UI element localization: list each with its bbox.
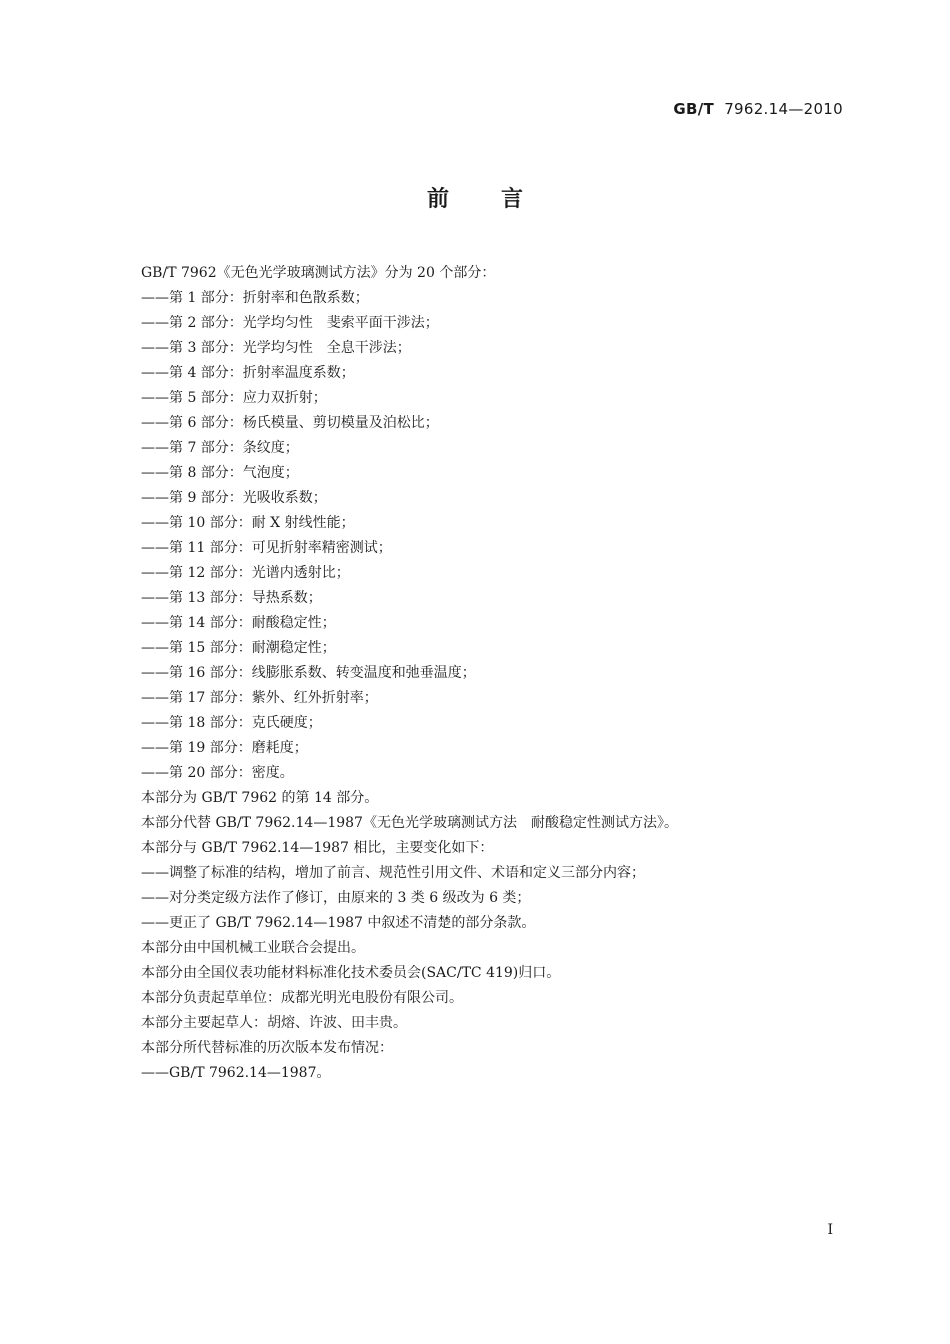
text-line: 本部分由中国机械工业联合会提出。 — [141, 940, 365, 956]
text-line: ——第 1 部分：折射率和色散系数； — [141, 290, 369, 306]
text-line: ——第 16 部分：线膨胀系数、转变温度和弛垂温度； — [141, 665, 476, 681]
text-line: ——第 12 部分：光谱内透射比； — [141, 565, 350, 581]
text-line: ——第 2 部分：光学均匀性 斐索平面干涉法； — [141, 315, 439, 331]
text-line: ——第 15 部分：耐潮稳定性； — [141, 640, 336, 656]
text-line: 本部分所代替标准的历次版本发布情况： — [141, 1040, 393, 1056]
text-line: GB/T 7962《无色光学玻璃测试方法》分为 20 个部分： — [141, 265, 496, 281]
text-line: ——对分类定级方法作了修订，由原来的 3 类 6 级改为 6 类； — [141, 890, 531, 906]
text-line: ——第 14 部分：耐酸稳定性； — [141, 615, 336, 631]
text-line: ——第 19 部分：磨耗度； — [141, 740, 308, 756]
text-line: ——第 7 部分：条纹度； — [141, 440, 299, 456]
text-line: ——第 6 部分：杨氏模量、剪切模量及泊松比； — [141, 415, 439, 431]
text-line: ——第 10 部分：耐 X 射线性能； — [141, 515, 355, 531]
text-line: 本部分主要起草人：胡熔、许波、田丰贵。 — [141, 1015, 407, 1031]
text-line: ——第 8 部分：气泡度； — [141, 465, 299, 481]
text-line: 本部分与 GB/T 7962.14—1987 相比，主要变化如下： — [141, 840, 494, 856]
text-line: 本部分负责起草单位：成都光明光电股份有限公司。 — [141, 990, 463, 1006]
text-line: ——第 18 部分：克氏硬度； — [141, 715, 322, 731]
standard-code — [673, 100, 843, 118]
text-line: 本部分由全国仪表功能材料标准化技术委员会(SAC/TC 419)归口。 — [141, 965, 561, 981]
text-line: ——调整了标准的结构，增加了前言、规范性引用文件、术语和定义三部分内容； — [141, 865, 645, 881]
text-line: ——第 5 部分：应力双折射； — [141, 390, 327, 406]
text-line: ——第 3 部分：光学均匀性 全息干涉法； — [141, 340, 411, 356]
text-line: ——第 13 部分：导热系数； — [141, 590, 322, 606]
standard-code-number: 7962.14—2010 — [724, 100, 843, 118]
text-line: ——第 17 部分：紫外、红外折射率； — [141, 690, 378, 706]
text-line: 本部分代替 GB/T 7962.14—1987《无色光学玻璃测试方法 耐酸稳定性测试方法》。 — [141, 815, 678, 831]
text-line: 本部分为 GB/T 7962 的第 14 部分。 — [141, 790, 379, 806]
page-number: I — [827, 1222, 833, 1238]
standard-code-prefix: GB/T — [673, 100, 715, 118]
text-line: ——更正了 GB/T 7962.14—1987 中叙述不清楚的部分条款。 — [141, 915, 536, 931]
foreword-body — [141, 261, 841, 1086]
page-title: 前言 — [426, 187, 575, 212]
text-line: ——GB/T 7962.14—1987。 — [141, 1065, 331, 1081]
text-line: ——第 9 部分：光吸收系数； — [141, 490, 327, 506]
text-line: ——第 20 部分：密度。 — [141, 765, 294, 781]
text-line: ——第 11 部分：可见折射率精密测试； — [141, 540, 392, 556]
text-line: ——第 4 部分：折射率温度系数； — [141, 365, 355, 381]
